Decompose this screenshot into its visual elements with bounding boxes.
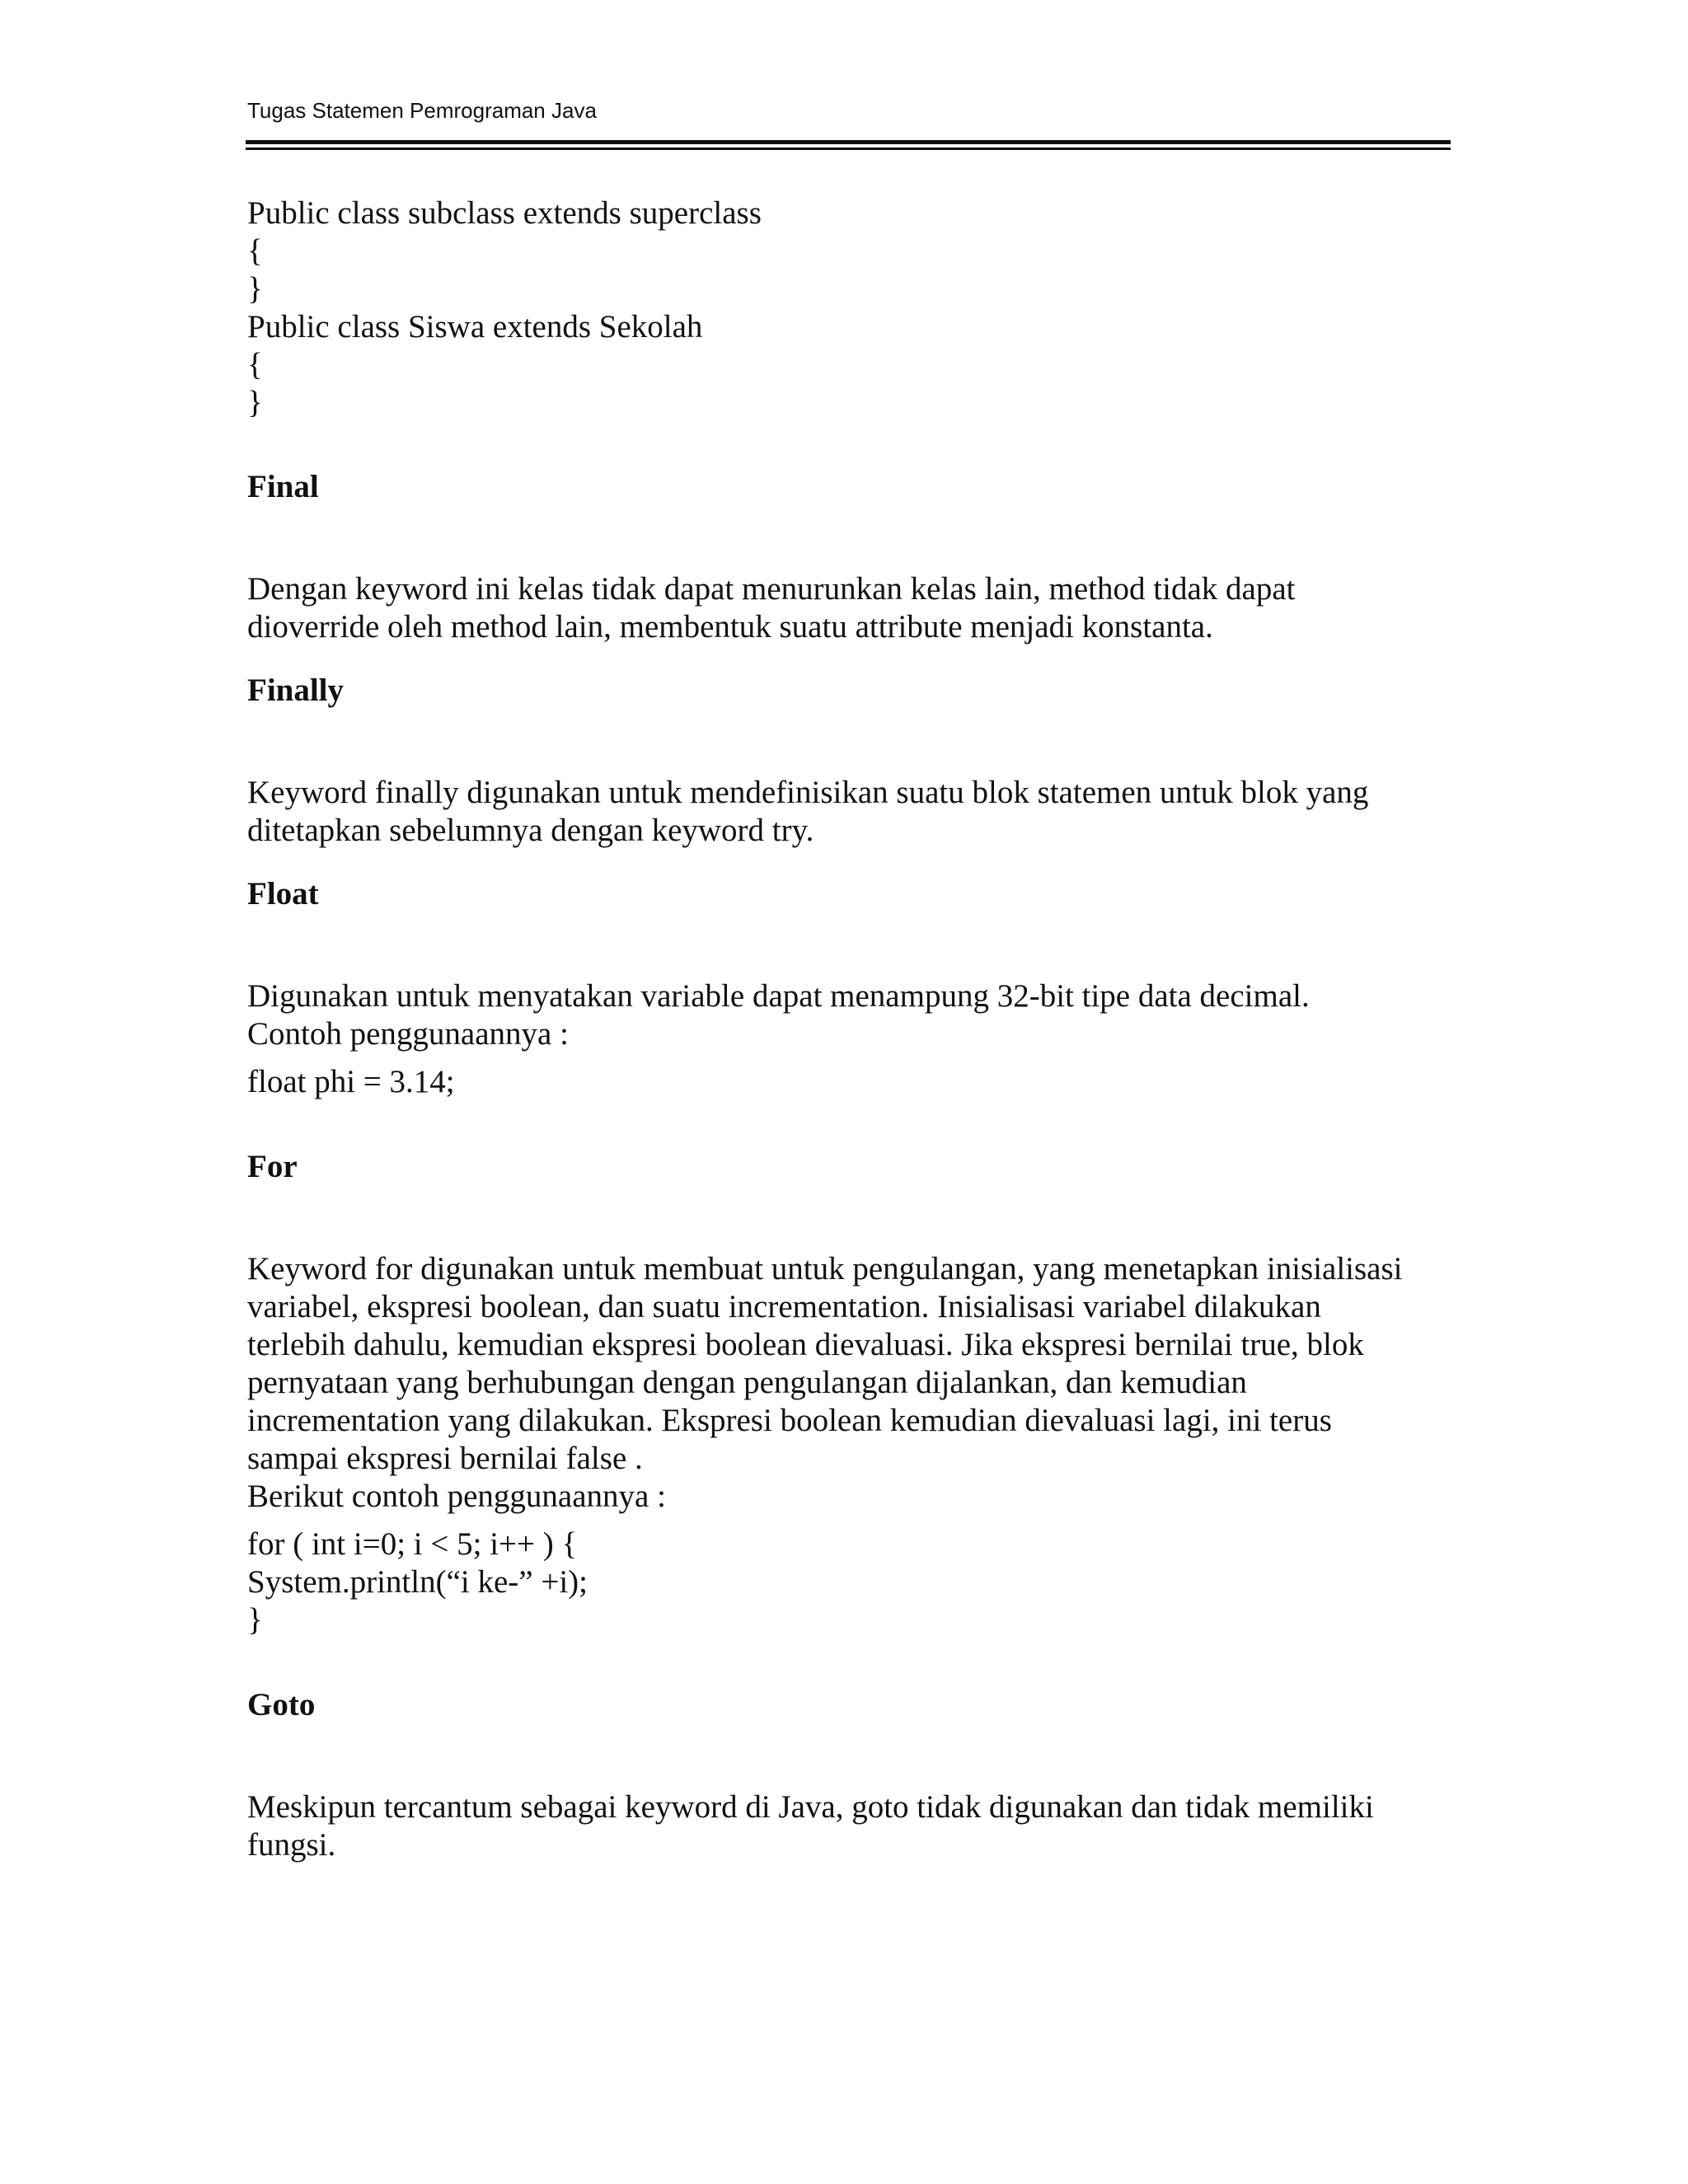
- text-line: Contoh penggunaannya :: [247, 1016, 569, 1052]
- code-line: }: [247, 385, 263, 420]
- section-heading-finally: Finally: [247, 673, 345, 708]
- section-text-finally: [247, 774, 1451, 850]
- code-line: System.println(“i ke-” +i);: [247, 1564, 588, 1600]
- section-text-final: [247, 570, 1451, 646]
- section-heading-for: For: [247, 1149, 298, 1184]
- text-line: fungsi.: [247, 1827, 336, 1863]
- section-text-for: [247, 1250, 1451, 1516]
- code-line: }: [247, 271, 263, 307]
- text-line: Dengan keyword ini kelas tidak dapat menurunkan kelas lain, method tidak dapat: [247, 571, 1296, 607]
- document-body: [247, 194, 1451, 1864]
- code-line: }: [247, 1602, 263, 1638]
- code-intro: [247, 194, 1451, 422]
- code-block-for: [247, 1526, 1451, 1639]
- text-line: Keyword for digunakan untuk membuat untuk pengulangan, yang menetapkan inisialisasi: [247, 1251, 1403, 1286]
- text-line: sampai ekspresi bernilai false .: [247, 1441, 643, 1476]
- text-line: pernyataan yang berhubungan dengan pengulangan dijalankan, dan kemudian: [247, 1365, 1247, 1400]
- section-heading-final: Final: [247, 469, 319, 504]
- code-line: {: [247, 347, 263, 382]
- section-heading-goto: Goto: [247, 1687, 316, 1722]
- section-text-goto: [247, 1788, 1451, 1864]
- code-line: for ( int i=0; i < 5; i++ ) {: [247, 1526, 578, 1562]
- code-line: float phi = 3.14;: [247, 1064, 455, 1099]
- header-rule-bottom: [246, 148, 1451, 150]
- text-line: Berikut contoh penggunaannya :: [247, 1479, 666, 1514]
- text-line: incrementation yang dilakukan. Ekspresi boolean kemudian dievaluasi lagi, ini terus: [247, 1403, 1332, 1438]
- text-line: variabel, ekspresi boolean, dan suatu incrementation. Inisialisasi variabel dilakukan: [247, 1289, 1321, 1324]
- code-line: {: [247, 233, 263, 269]
- header-rule-top: [246, 140, 1451, 144]
- text-line: Keyword finally digunakan untuk mendefinisikan suatu blok statemen untuk blok yang: [247, 775, 1369, 810]
- text-line: Meskipun tercantum sebagai keyword di Java, goto tidak digunakan dan tidak memiliki: [247, 1789, 1374, 1825]
- text-line: ditetapkan sebelumnya dengan keyword try.: [247, 813, 814, 848]
- code-line: Public class subclass extends superclass: [247, 195, 762, 231]
- running-header: Tugas Statemen Pemrograman Java: [247, 98, 597, 123]
- text-line: terlebih dahulu, kemudian ekspresi boolean dievaluasi. Jika ekspresi bernilai true, blok: [247, 1327, 1364, 1362]
- text-line: Digunakan untuk menyatakan variable dapat menampung 32-bit tipe data decimal.: [247, 978, 1310, 1014]
- section-text-float: [247, 977, 1451, 1053]
- text-line: dioverride oleh method lain, membentuk suatu attribute menjadi konstanta.: [247, 609, 1213, 644]
- section-heading-float: Float: [247, 876, 319, 912]
- code-line: Public class Siswa extends Sekolah: [247, 309, 703, 344]
